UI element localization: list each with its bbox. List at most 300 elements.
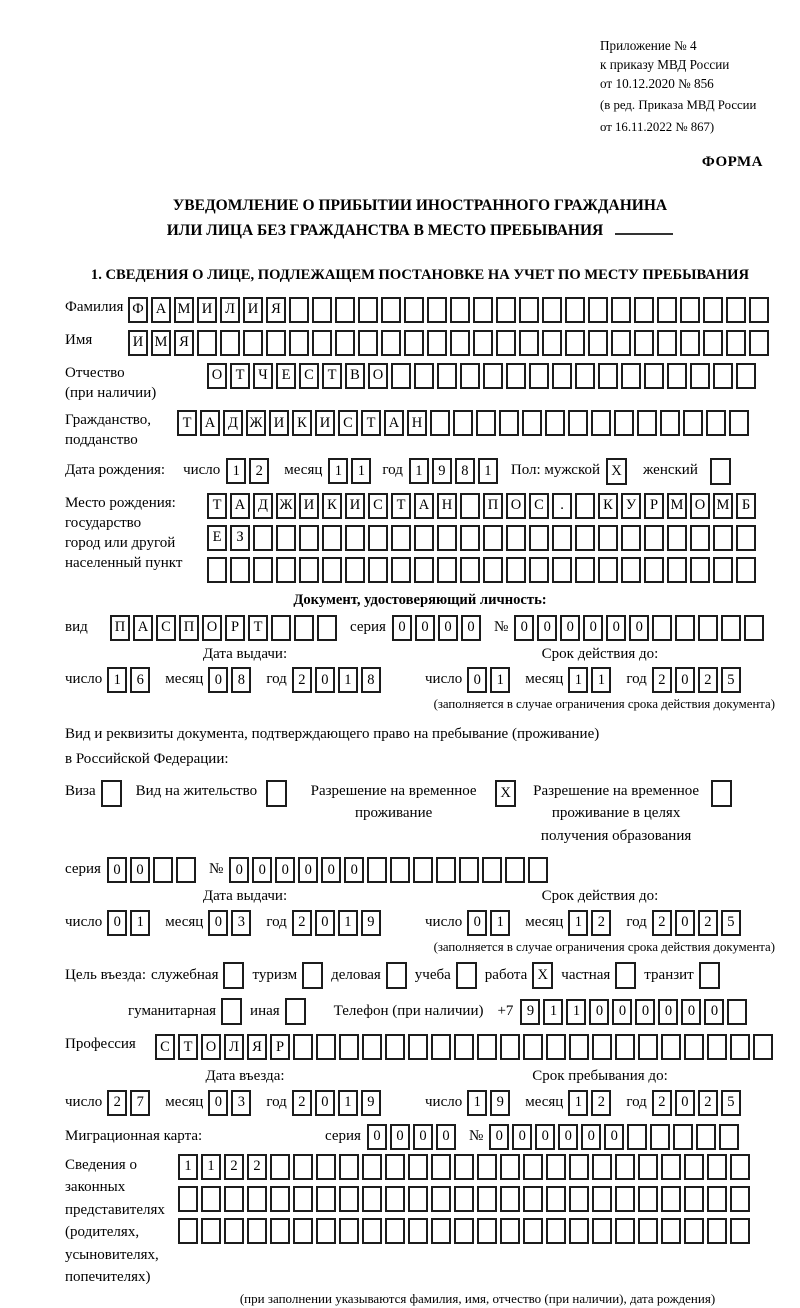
char-cell[interactable] [707, 1034, 727, 1060]
char-cell[interactable]: 1 [351, 458, 371, 484]
char-cell[interactable]: 0 [252, 857, 272, 883]
char-cell[interactable]: А [414, 493, 434, 519]
char-cell[interactable] [293, 1186, 313, 1212]
char-cell[interactable] [381, 297, 401, 323]
char-cell[interactable]: 0 [321, 857, 341, 883]
char-cell[interactable]: Т [391, 493, 411, 519]
char-cell[interactable] [546, 1218, 566, 1244]
char-cell[interactable] [598, 525, 618, 551]
char-cell[interactable] [339, 1218, 359, 1244]
char-cell[interactable]: 1 [543, 999, 563, 1025]
char-cell[interactable] [414, 363, 434, 389]
purpose-study-checkbox[interactable] [456, 962, 477, 989]
char-cell[interactable] [721, 615, 741, 641]
char-cell[interactable] [368, 525, 388, 551]
char-cell[interactable] [523, 1154, 543, 1180]
char-cell[interactable] [345, 557, 365, 583]
char-cell[interactable] [450, 297, 470, 323]
char-cell[interactable]: 2 [698, 667, 718, 693]
char-cell[interactable]: Р [270, 1034, 290, 1060]
char-cell[interactable]: Р [225, 615, 245, 641]
char-cell[interactable] [661, 1154, 681, 1180]
char-cell[interactable] [477, 1218, 497, 1244]
char-cell[interactable] [266, 330, 286, 356]
char-cell[interactable]: 5 [721, 910, 741, 936]
char-cell[interactable]: 0 [461, 615, 481, 641]
char-cell[interactable]: 1 [178, 1154, 198, 1180]
char-cell[interactable]: Ч [253, 363, 273, 389]
char-cell[interactable] [638, 1034, 658, 1060]
char-cell[interactable] [408, 1154, 428, 1180]
char-cell[interactable] [591, 410, 611, 436]
char-cell[interactable]: 1 [328, 458, 348, 484]
char-cell[interactable] [529, 525, 549, 551]
char-cell[interactable] [638, 1154, 658, 1180]
char-cell[interactable] [657, 297, 677, 323]
char-cell[interactable] [454, 1034, 474, 1060]
char-cell[interactable]: С [338, 410, 358, 436]
char-cell[interactable] [615, 1186, 635, 1212]
char-cell[interactable] [621, 557, 641, 583]
char-cell[interactable]: 0 [367, 1124, 387, 1150]
char-cell[interactable] [667, 525, 687, 551]
char-cell[interactable] [552, 363, 572, 389]
char-cell[interactable] [437, 557, 457, 583]
char-cell[interactable] [661, 1034, 681, 1060]
char-cell[interactable] [293, 1154, 313, 1180]
char-cell[interactable] [575, 493, 595, 519]
char-cell[interactable]: 0 [514, 615, 534, 641]
purpose-business-checkbox[interactable] [386, 962, 407, 989]
char-cell[interactable]: 2 [652, 1090, 672, 1116]
char-cell[interactable]: П [110, 615, 130, 641]
char-cell[interactable]: 0 [208, 1090, 228, 1116]
char-cell[interactable] [657, 330, 677, 356]
char-cell[interactable] [385, 1218, 405, 1244]
purpose-transit-checkbox[interactable] [699, 962, 720, 989]
char-cell[interactable] [611, 330, 631, 356]
char-cell[interactable] [675, 615, 695, 641]
char-cell[interactable] [546, 1186, 566, 1212]
char-cell[interactable]: 2 [107, 1090, 127, 1116]
char-cell[interactable] [683, 410, 703, 436]
char-cell[interactable] [247, 1186, 267, 1212]
char-cell[interactable]: О [202, 615, 222, 641]
char-cell[interactable]: 0 [681, 999, 701, 1025]
char-cell[interactable]: 0 [604, 1124, 624, 1150]
char-cell[interactable] [667, 557, 687, 583]
char-cell[interactable] [684, 1218, 704, 1244]
char-cell[interactable]: 0 [315, 1090, 335, 1116]
char-cell[interactable] [460, 557, 480, 583]
char-cell[interactable] [614, 410, 634, 436]
char-cell[interactable]: 0 [413, 1124, 433, 1150]
char-cell[interactable]: М [667, 493, 687, 519]
char-cell[interactable]: Ж [246, 410, 266, 436]
char-cell[interactable] [220, 330, 240, 356]
char-cell[interactable]: И [299, 493, 319, 519]
char-cell[interactable]: Л [224, 1034, 244, 1060]
char-cell[interactable] [459, 857, 479, 883]
char-cell[interactable] [270, 1186, 290, 1212]
char-cell[interactable]: И [345, 493, 365, 519]
char-cell[interactable] [565, 297, 585, 323]
char-cell[interactable] [460, 525, 480, 551]
char-cell[interactable]: 2 [591, 1090, 611, 1116]
char-cell[interactable]: 0 [535, 1124, 555, 1150]
char-cell[interactable]: Д [223, 410, 243, 436]
char-cell[interactable]: И [197, 297, 217, 323]
char-cell[interactable] [317, 615, 337, 641]
char-cell[interactable] [460, 493, 480, 519]
char-cell[interactable]: 1 [409, 458, 429, 484]
char-cell[interactable]: К [322, 493, 342, 519]
char-cell[interactable] [253, 557, 273, 583]
char-cell[interactable]: 1 [201, 1154, 221, 1180]
char-cell[interactable] [727, 999, 747, 1025]
purpose-official-checkbox[interactable] [223, 962, 244, 989]
char-cell[interactable]: М [174, 297, 194, 323]
char-cell[interactable]: 8 [231, 667, 251, 693]
char-cell[interactable]: 2 [292, 910, 312, 936]
char-cell[interactable] [506, 557, 526, 583]
char-cell[interactable] [634, 330, 654, 356]
char-cell[interactable] [201, 1218, 221, 1244]
char-cell[interactable]: 0 [675, 910, 695, 936]
char-cell[interactable]: С [155, 1034, 175, 1060]
char-cell[interactable]: Е [207, 525, 227, 551]
char-cell[interactable] [391, 363, 411, 389]
char-cell[interactable] [621, 525, 641, 551]
char-cell[interactable]: Ж [276, 493, 296, 519]
char-cell[interactable] [546, 1154, 566, 1180]
char-cell[interactable]: К [598, 493, 618, 519]
char-cell[interactable]: 2 [698, 1090, 718, 1116]
char-cell[interactable]: Т [230, 363, 250, 389]
char-cell[interactable] [565, 330, 585, 356]
char-cell[interactable]: 3 [231, 910, 251, 936]
char-cell[interactable] [690, 525, 710, 551]
char-cell[interactable] [615, 1218, 635, 1244]
char-cell[interactable]: Н [407, 410, 427, 436]
char-cell[interactable] [176, 857, 196, 883]
char-cell[interactable]: 9 [432, 458, 452, 484]
char-cell[interactable]: 0 [467, 910, 487, 936]
char-cell[interactable]: 2 [292, 1090, 312, 1116]
char-cell[interactable] [588, 330, 608, 356]
char-cell[interactable]: 0 [315, 667, 335, 693]
char-cell[interactable]: П [179, 615, 199, 641]
char-cell[interactable]: А [133, 615, 153, 641]
char-cell[interactable] [322, 557, 342, 583]
char-cell[interactable] [437, 525, 457, 551]
char-cell[interactable] [339, 1154, 359, 1180]
char-cell[interactable]: А [384, 410, 404, 436]
char-cell[interactable] [436, 857, 456, 883]
char-cell[interactable] [289, 330, 309, 356]
char-cell[interactable]: 1 [568, 667, 588, 693]
char-cell[interactable] [414, 525, 434, 551]
char-cell[interactable]: 1 [568, 1090, 588, 1116]
char-cell[interactable]: 1 [130, 910, 150, 936]
char-cell[interactable] [299, 525, 319, 551]
char-cell[interactable]: 0 [390, 1124, 410, 1150]
char-cell[interactable] [615, 1034, 635, 1060]
char-cell[interactable]: 1 [591, 667, 611, 693]
char-cell[interactable]: И [269, 410, 289, 436]
char-cell[interactable] [730, 1154, 750, 1180]
char-cell[interactable]: 0 [675, 1090, 695, 1116]
purpose-private-checkbox[interactable] [615, 962, 636, 989]
char-cell[interactable]: А [151, 297, 171, 323]
char-cell[interactable] [644, 557, 664, 583]
char-cell[interactable] [289, 297, 309, 323]
char-cell[interactable] [335, 297, 355, 323]
char-cell[interactable] [680, 330, 700, 356]
char-cell[interactable] [684, 1034, 704, 1060]
char-cell[interactable] [299, 557, 319, 583]
char-cell[interactable] [230, 557, 250, 583]
char-cell[interactable]: 6 [130, 667, 150, 693]
char-cell[interactable] [638, 1186, 658, 1212]
char-cell[interactable] [730, 1218, 750, 1244]
char-cell[interactable] [568, 410, 588, 436]
char-cell[interactable]: Т [248, 615, 268, 641]
char-cell[interactable]: О [368, 363, 388, 389]
char-cell[interactable] [367, 857, 387, 883]
char-cell[interactable]: 1 [478, 458, 498, 484]
char-cell[interactable]: И [128, 330, 148, 356]
temp-residence-checkbox[interactable]: X [495, 780, 516, 807]
char-cell[interactable] [707, 1154, 727, 1180]
char-cell[interactable] [542, 330, 562, 356]
char-cell[interactable] [431, 1154, 451, 1180]
purpose-work-checkbox[interactable]: X [532, 962, 553, 989]
char-cell[interactable]: С [299, 363, 319, 389]
char-cell[interactable]: 2 [652, 667, 672, 693]
char-cell[interactable]: 2 [698, 910, 718, 936]
char-cell[interactable]: Т [207, 493, 227, 519]
char-cell[interactable]: Н [437, 493, 457, 519]
char-cell[interactable] [569, 1034, 589, 1060]
char-cell[interactable] [270, 1154, 290, 1180]
char-cell[interactable]: 1 [226, 458, 246, 484]
char-cell[interactable]: 0 [675, 667, 695, 693]
char-cell[interactable] [335, 330, 355, 356]
char-cell[interactable]: П [483, 493, 503, 519]
char-cell[interactable] [271, 615, 291, 641]
char-cell[interactable]: Б [736, 493, 756, 519]
char-cell[interactable] [496, 297, 516, 323]
char-cell[interactable] [476, 410, 496, 436]
char-cell[interactable]: О [207, 363, 227, 389]
char-cell[interactable] [707, 1218, 727, 1244]
char-cell[interactable] [684, 1186, 704, 1212]
char-cell[interactable] [519, 330, 539, 356]
char-cell[interactable] [253, 525, 273, 551]
char-cell[interactable]: 0 [344, 857, 364, 883]
char-cell[interactable] [523, 1186, 543, 1212]
char-cell[interactable] [483, 363, 503, 389]
char-cell[interactable] [703, 330, 723, 356]
female-checkbox[interactable] [710, 458, 731, 485]
char-cell[interactable] [316, 1034, 336, 1060]
char-cell[interactable] [529, 363, 549, 389]
char-cell[interactable] [730, 1186, 750, 1212]
char-cell[interactable]: 3 [231, 1090, 251, 1116]
char-cell[interactable] [545, 410, 565, 436]
char-cell[interactable] [408, 1218, 428, 1244]
char-cell[interactable]: 0 [606, 615, 626, 641]
char-cell[interactable]: . [552, 493, 572, 519]
char-cell[interactable] [431, 1034, 451, 1060]
char-cell[interactable] [552, 525, 572, 551]
char-cell[interactable] [404, 330, 424, 356]
char-cell[interactable] [499, 410, 519, 436]
char-cell[interactable]: 0 [658, 999, 678, 1025]
char-cell[interactable] [644, 525, 664, 551]
purpose-other-checkbox[interactable] [285, 998, 306, 1025]
char-cell[interactable] [454, 1218, 474, 1244]
char-cell[interactable] [293, 1034, 313, 1060]
char-cell[interactable] [726, 297, 746, 323]
char-cell[interactable] [316, 1154, 336, 1180]
char-cell[interactable] [749, 330, 769, 356]
char-cell[interactable] [390, 857, 410, 883]
char-cell[interactable] [224, 1218, 244, 1244]
char-cell[interactable]: Т [178, 1034, 198, 1060]
char-cell[interactable] [523, 1034, 543, 1060]
char-cell[interactable] [178, 1218, 198, 1244]
char-cell[interactable] [431, 1218, 451, 1244]
char-cell[interactable] [698, 615, 718, 641]
char-cell[interactable] [385, 1154, 405, 1180]
char-cell[interactable] [178, 1186, 198, 1212]
char-cell[interactable] [358, 330, 378, 356]
char-cell[interactable]: 0 [581, 1124, 601, 1150]
char-cell[interactable]: У [621, 493, 641, 519]
char-cell[interactable]: Ф [128, 297, 148, 323]
char-cell[interactable] [661, 1218, 681, 1244]
char-cell[interactable] [391, 557, 411, 583]
visa-checkbox[interactable] [101, 780, 122, 807]
char-cell[interactable] [339, 1186, 359, 1212]
char-cell[interactable]: 8 [455, 458, 475, 484]
char-cell[interactable] [736, 557, 756, 583]
char-cell[interactable]: 0 [537, 615, 557, 641]
char-cell[interactable] [519, 297, 539, 323]
char-cell[interactable] [730, 1034, 750, 1060]
char-cell[interactable] [153, 857, 173, 883]
char-cell[interactable] [542, 297, 562, 323]
char-cell[interactable] [316, 1218, 336, 1244]
char-cell[interactable] [611, 297, 631, 323]
char-cell[interactable] [615, 1154, 635, 1180]
char-cell[interactable] [197, 330, 217, 356]
char-cell[interactable] [592, 1218, 612, 1244]
char-cell[interactable] [427, 330, 447, 356]
char-cell[interactable]: 0 [130, 857, 150, 883]
char-cell[interactable]: Д [253, 493, 273, 519]
char-cell[interactable] [575, 557, 595, 583]
char-cell[interactable] [408, 1034, 428, 1060]
char-cell[interactable] [473, 330, 493, 356]
char-cell[interactable]: 5 [721, 1090, 741, 1116]
char-cell[interactable] [592, 1186, 612, 1212]
char-cell[interactable]: 2 [591, 910, 611, 936]
char-cell[interactable] [744, 615, 764, 641]
char-cell[interactable]: 9 [520, 999, 540, 1025]
char-cell[interactable]: Т [177, 410, 197, 436]
char-cell[interactable]: Т [322, 363, 342, 389]
char-cell[interactable]: И [315, 410, 335, 436]
char-cell[interactable]: 0 [558, 1124, 578, 1150]
char-cell[interactable]: 1 [568, 910, 588, 936]
char-cell[interactable]: 0 [612, 999, 632, 1025]
char-cell[interactable] [703, 297, 723, 323]
char-cell[interactable] [473, 297, 493, 323]
char-cell[interactable]: Я [266, 297, 286, 323]
char-cell[interactable]: В [345, 363, 365, 389]
char-cell[interactable] [207, 557, 227, 583]
char-cell[interactable]: 0 [275, 857, 295, 883]
char-cell[interactable]: 2 [249, 458, 269, 484]
char-cell[interactable] [362, 1218, 382, 1244]
char-cell[interactable] [729, 410, 749, 436]
char-cell[interactable]: Я [174, 330, 194, 356]
char-cell[interactable] [753, 1034, 773, 1060]
char-cell[interactable] [719, 1124, 739, 1150]
char-cell[interactable]: 0 [415, 615, 435, 641]
char-cell[interactable] [637, 410, 657, 436]
char-cell[interactable] [477, 1186, 497, 1212]
temp-residence-education-checkbox[interactable] [711, 780, 732, 807]
char-cell[interactable] [385, 1186, 405, 1212]
char-cell[interactable] [575, 525, 595, 551]
char-cell[interactable] [661, 1186, 681, 1212]
char-cell[interactable]: 1 [338, 1090, 358, 1116]
char-cell[interactable] [621, 363, 641, 389]
char-cell[interactable] [270, 1218, 290, 1244]
char-cell[interactable] [483, 525, 503, 551]
char-cell[interactable] [358, 297, 378, 323]
char-cell[interactable]: К [292, 410, 312, 436]
char-cell[interactable]: А [230, 493, 250, 519]
char-cell[interactable]: 2 [292, 667, 312, 693]
char-cell[interactable] [660, 410, 680, 436]
char-cell[interactable] [482, 857, 502, 883]
purpose-tourism-checkbox[interactable] [302, 962, 323, 989]
char-cell[interactable]: Я [247, 1034, 267, 1060]
char-cell[interactable] [652, 615, 672, 641]
char-cell[interactable]: 0 [512, 1124, 532, 1150]
char-cell[interactable]: 0 [298, 857, 318, 883]
char-cell[interactable]: 0 [208, 667, 228, 693]
char-cell[interactable] [362, 1154, 382, 1180]
char-cell[interactable] [627, 1124, 647, 1150]
char-cell[interactable] [736, 525, 756, 551]
char-cell[interactable] [293, 1218, 313, 1244]
char-cell[interactable] [316, 1186, 336, 1212]
char-cell[interactable]: 1 [107, 667, 127, 693]
char-cell[interactable]: З [230, 525, 250, 551]
char-cell[interactable] [414, 557, 434, 583]
char-cell[interactable]: 1 [467, 1090, 487, 1116]
char-cell[interactable]: 0 [589, 999, 609, 1025]
char-cell[interactable] [588, 297, 608, 323]
char-cell[interactable] [575, 363, 595, 389]
char-cell[interactable] [598, 363, 618, 389]
